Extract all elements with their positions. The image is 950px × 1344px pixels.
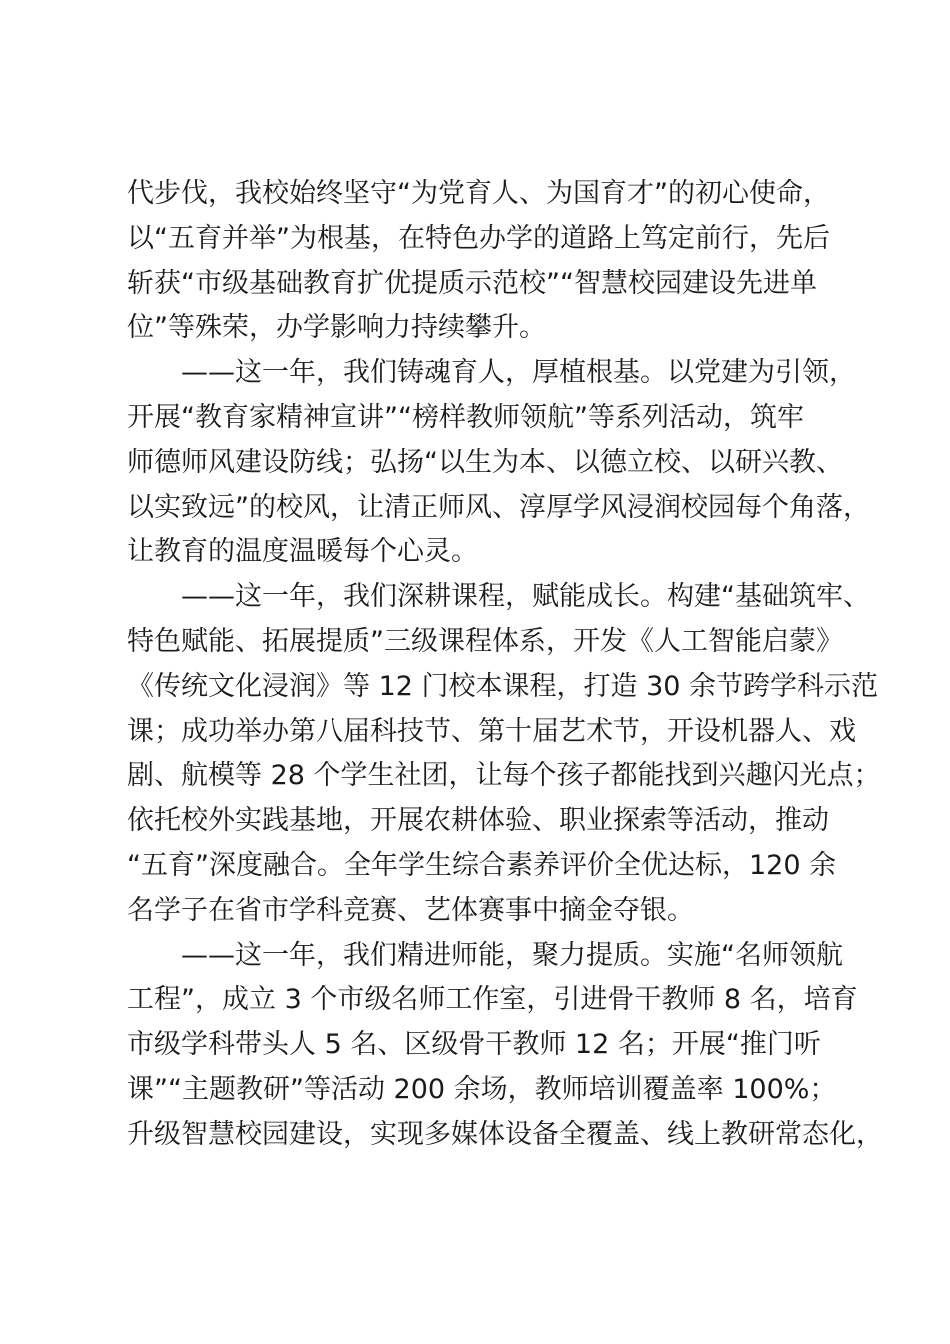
paragraph-teacher-development	[127, 934, 883, 1158]
text-line: 剧、航模等 28 个学生社团，让每个孩子都能找到兴趣闪光点；	[127, 760, 881, 792]
text-line: 名学子在省市学科竞赛、艺体赛事中摘金夺银。	[127, 894, 694, 926]
text-line: 斩获“市级基础教育扩优提质示范校”“智慧校园建设先进单	[127, 267, 817, 299]
text-line: ——这一年，我们深耕课程，赋能成长。构建“基础筑牢、	[181, 581, 870, 613]
text-line: 代步伐，我校始终坚守“为党育人、为国育才”的初心使命，	[127, 178, 830, 209]
text-line: 以“五育并举”为根基，在特色办学的道路上笃定前行，先后	[127, 222, 830, 254]
text-line: “五育”深度融合。全年学生综合素养评价全优达标，120 余	[127, 849, 837, 881]
text-line: 开展“教育家精神宣讲”“榜样教师领航”等系列活动，筑牢	[127, 401, 804, 433]
text-line: 市级学科带头人 5 名、区级骨干教师 12 名；开展“推门听	[127, 1029, 821, 1061]
paragraph-moral-education	[127, 351, 870, 575]
text-line: ——这一年，我们精进师能，聚力提质。实施“名师领航	[181, 939, 843, 971]
text-line: 课”“主题教研”等活动 200 余场，教师培训覆盖率 100%；	[127, 1073, 837, 1105]
paragraph-school-mission	[127, 172, 867, 351]
text-line: 升级智慧校园建设，实现多媒体设备全覆盖、线上教研常态化，	[127, 1118, 883, 1150]
text-line: 师德师风建设防线；弘扬“以生为本、以德立校、以研兴教、	[127, 446, 843, 478]
text-line: 特色赋能、拓展提质”三级课程体系，开发《人工智能启蒙》	[127, 625, 843, 657]
text-line: 以实致远”的校风，让清正师风、淳厚学风浸润校园每个角落，	[127, 491, 870, 523]
text-line: 依托校外实践基地，开展农耕体验、职业探索等活动，推动	[127, 805, 829, 837]
document-body	[127, 172, 883, 1158]
text-line: ——这一年，我们铸魂育人，厚植根基。以党建为引领，	[181, 357, 856, 389]
text-line: 位”等殊荣，办学影响力持续攀升。	[127, 312, 546, 344]
text-line: 让教育的温度温暖每个心灵。	[127, 536, 478, 568]
paragraph-curriculum	[127, 575, 881, 933]
text-line: 课；成功举办第八届科技节、第十届艺术节，开设机器人、戏	[127, 715, 856, 747]
text-line: 《传统文化浸润》等 12 门校本课程，打造 30 余节跨学科示范	[127, 670, 879, 702]
text-line: 工程”，成立 3 个市级名师工作室，引进骨干教师 8 名，培育	[127, 984, 858, 1016]
